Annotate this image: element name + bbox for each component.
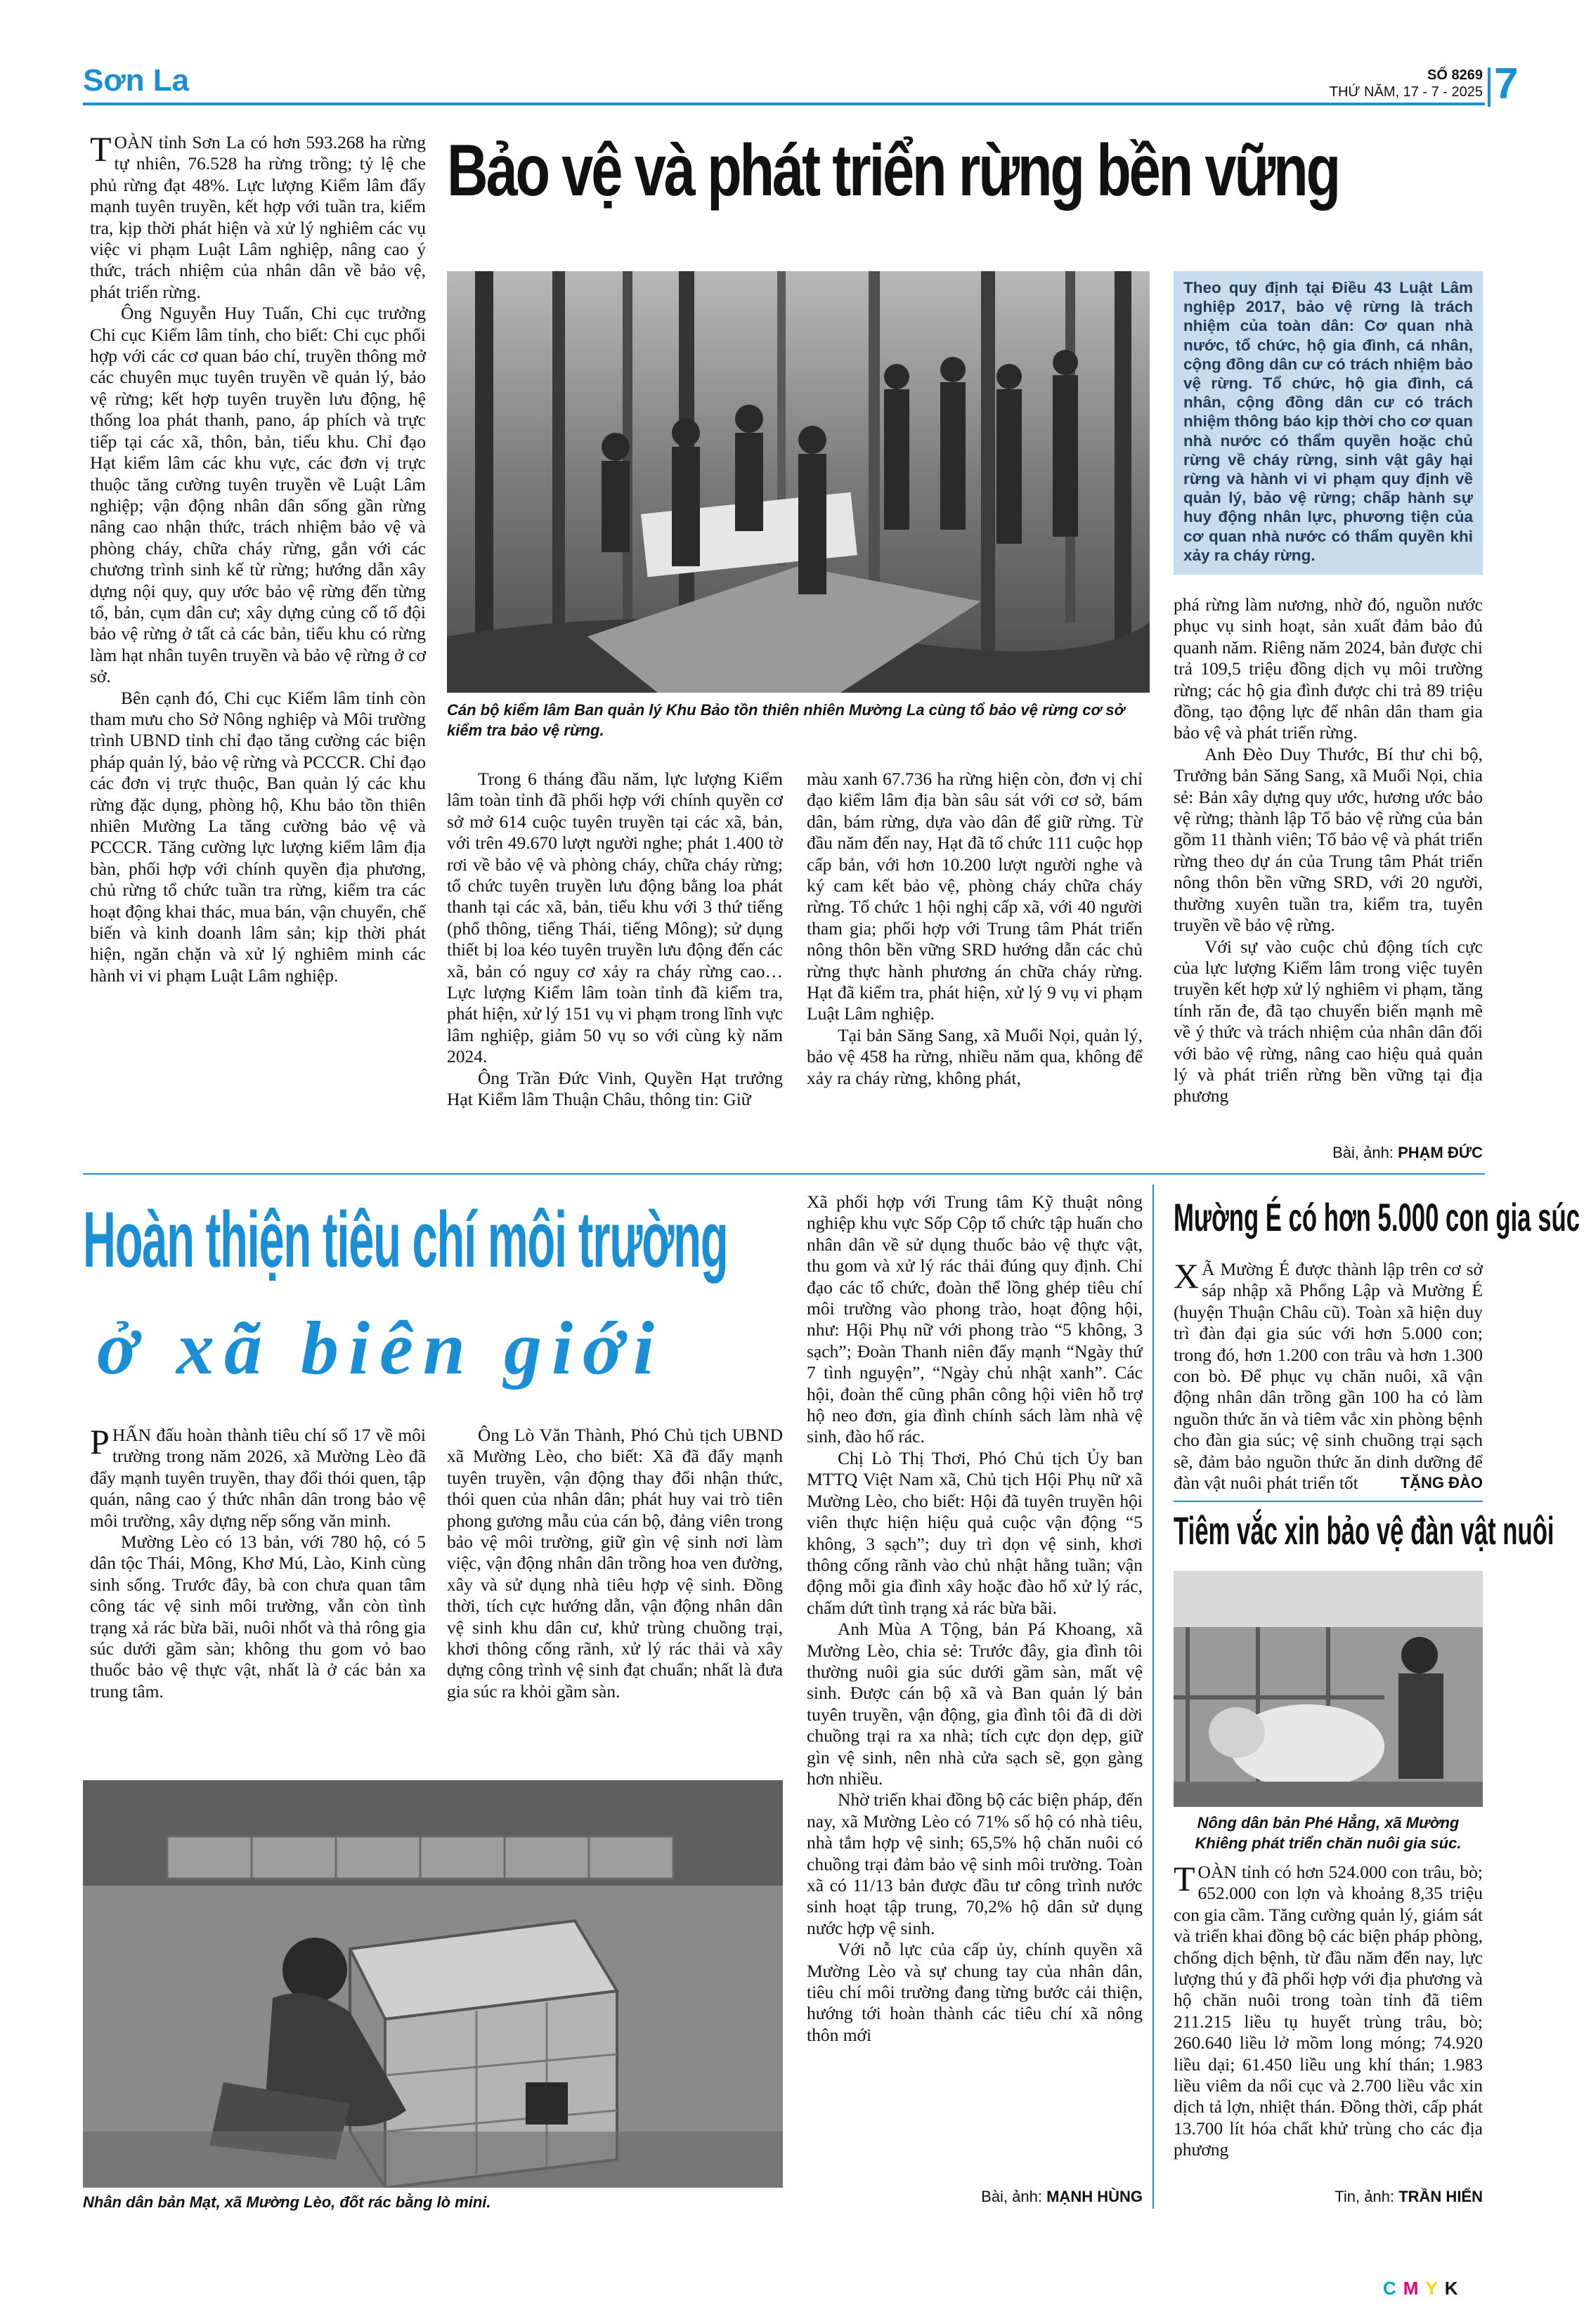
- article2-headline-line1: Hoàn thiện tiêu chí môi trường: [83, 1196, 728, 1284]
- issue-number: SỐ 8269: [1427, 67, 1483, 83]
- article2-byline: [807, 2188, 1143, 2206]
- article2-col3-p4: Nhờ triển khai đồng bộ các biện pháp, đến nay, xã Mường Lèo có 71% số hộ có nhà tiêu, nhà tắm hợp vệ sinh; 65,5% hộ chăn nuôi có chuồng trại đảm bảo vệ sinh môi trường. Toàn xã có 11/13 bản được đầu tư công trình nước sinh hoạt tập trung, 70,2% hộ dân sử dụng nước hợp vệ sinh.: [807, 1789, 1143, 1938]
- article4-photo-caption: Nông dân bản Phé Hẳng, xã Mường Khiêng phát triển chăn nuôi gia súc.: [1195, 1814, 1462, 1852]
- article1-col1-p1: OÀN tỉnh Sơn La có hơn 593.268 ha rừng tự nhiên, 76.528 ha rừng trồng; tỷ lệ che phủ rừng đạt 48%. Lực lượng Kiểm lâm đẩy mạnh tuyên truyền, kết hợp với tuần tra, kiểm tra, kịp thời phát hiện và xử lý nghiêm các vụ việc vi phạm Luật Lâm nghiệp, nâng cao ý thức, trách nhiệm của nhân dân về bảo vệ, phát triển rừng.: [90, 132, 426, 302]
- cmyk-k: K: [1444, 2278, 1465, 2299]
- article1-dropcap: T: [90, 132, 112, 169]
- article1-col1: [90, 132, 426, 1165]
- article4-headline: Tiêm vắc xin bảo vệ đàn vật nuôi: [1174, 1508, 1554, 1553]
- article4-dropcap: T: [1174, 1862, 1195, 1898]
- article4-body: OÀN tỉnh có hơn 524.000 con trâu, bò; 652.000 con lợn và khoảng 8,35 triệu con gia cầm. Tăng cường quản lý, giám sát và triển khai đồng bộ các biện pháp phòng, chống dịch bệnh, từ đầu năm đến nay, lực lượng thú y đã phối hợp với địa phương và hộ chăn nuôi trong toàn tỉnh đã tiêm 211.215 liều tụ huyết trùng trâu, bò; 260.640 liều lở mồm long móng; 74.920 liều dại; 61.450 liều ung khí thán; 1.983 liều viêm da nổi cục và 2.700 liều vắc xin dịch tả lợn, nhiệt thán. Đồng thời, cấp phát 13.700 lít hóa chất khử trùng cho các địa phương: [1174, 1862, 1483, 2160]
- article3-dropcap: X: [1174, 1259, 1200, 1295]
- article4-body-col: [1174, 1862, 1483, 2199]
- issue-date: THỨ NĂM, 17 - 7 - 2025: [1329, 84, 1483, 100]
- article1-col3: [807, 769, 1143, 1166]
- article3-byline: [1174, 1474, 1483, 1492]
- cmyk-y: Y: [1425, 2278, 1445, 2299]
- law-info-text: Theo quy định tại Điều 43 Luật Lâm nghiệp 2017, bảo vệ rừng là trách nhiệm của toàn dân: Cơ quan nhà nước, tổ chức, hộ gia đình, cá nhân, cộng đồng dân cư có trách nhiệm bảo vệ rừng. Tổ chức, hộ gia đình, cá nhân, cộng đồng dân cư có trách nhiệm thông báo kịp thời cho cơ quan nhà nước có thẩm quyền hoặc chủ rừng về cháy rừng, sinh vật gây hại rừng và hành vi vi phạm quy định về quản lý, bảo vệ rừng; chấp hành sự huy động nhân lực, phương tiện của cơ quan nhà nước có thẩm quyền khi xảy ra cháy rừng.: [1183, 279, 1473, 564]
- article4-photo: [1174, 1571, 1483, 1807]
- article3-body-col: [1174, 1259, 1483, 1498]
- article2-col3-p1: Xã phối hợp với Trung tâm Kỹ thuật nông nghiệp khu vực Sốp Cộp tổ chức tập huấn cho nhân dân về sử dụng thuốc bảo vệ thực vật, thu gom và xử lý rác thải đúng quy định. Chỉ đạo các tổ chức, đoàn thể lồng ghép tiêu chí môi trường vào phong trào, hoạt động hội, như: Hội Phụ nữ với phong trào “5 không, 3 sạch”; Đoàn Thanh niên đẩy mạnh “Ngày thứ 7 tình nguyện”, “Ngày chủ nhật xanh”. Các hội, đoàn thể cũng phân công hội viên hỗ trợ hộ neo đơn, gia đình chính sách làm nhà vệ sinh, đào hố rác.: [807, 1192, 1143, 1447]
- article2-col1-p2: Mường Lèo có 13 bản, với 780 hộ, có 5 dân tộc Thái, Mông, Khơ Mú, Lào, Kinh cùng sinh sống. Trước đây, bà con chưa quan tâm công tác vệ sinh môi trường, vẫn còn tình trạng xả rác bừa bãi, nuôi nhốt và thả rông gia súc dưới gầm sàn; không thu gom vỏ bao thuốc bảo vệ thực vật, nhất là ở các bản xa trung tâm.: [90, 1532, 426, 1702]
- article2-byline-author: MẠNH HÙNG: [1046, 2188, 1143, 2205]
- article1-col3-p1: màu xanh 67.736 ha rừng hiện còn, đơn vị chỉ đạo kiểm lâm địa bàn sâu sát với cơ sở, bám dân, bám rừng, dựa vào dân để giữ rừng. Từ đầu năm đến nay, Hạt đã tổ chức 111 cuộc họp cấp bản, với hơn 10.200 lượt người nghe và ký cam kết bảo vệ, phòng cháy chữa cháy rừng. Tổ chức 1 hội nghị cấp xã, với 40 người tham gia; phối hợp với Trung tâm Phát triển nông thôn bền vững SRD hướng dẫn các chủ rừng thực hành phương án chữa cháy rừng. Hạt đã kiểm tra, phát hiện, xử lý 9 vụ vi phạm Luật Lâm nghiệp.: [807, 769, 1143, 1024]
- article2-col1-p1: HẤN đấu hoàn thành tiêu chí số 17 về môi trường trong năm 2026, xã Mường Lèo đã đẩy mạnh tuyên truyền, thay đổi thói quen, tập quán, nâng cao ý thức nhân dân trong bảo vệ môi trường, xây dựng nếp sống văn minh.: [90, 1425, 426, 1531]
- article3-headline: Mường É có hơn 5.000 con gia súc: [1174, 1195, 1580, 1239]
- side-divider: [1174, 1501, 1483, 1502]
- livestock-photo-image: [1174, 1571, 1483, 1807]
- law-info-box: [1174, 271, 1483, 575]
- article2-col3-p3: Anh Mùa A Tộng, bản Pá Khoang, xã Mường Lèo, chia sẻ: Trước đây, gia đình tôi thường nuôi gia súc dưới gầm sàn, mất vệ sinh. Được cán bộ xã và Ban quản lý bản tuyên truyền, vận động, gia đình tôi đã di dời chuồng trại ra xa nhà; tích cực dọn dẹp, giữ gìn vệ sinh, nên nhà cửa sạch sẽ, gọn gàng hơn nhiều.: [807, 1619, 1143, 1789]
- cmyk-c: C: [1383, 2278, 1403, 2299]
- article1-byline: [1174, 1144, 1483, 1162]
- article1-col2-p2: Ông Trần Đức Vinh, Quyền Hạt trưởng Hạt Kiểm lâm Thuận Châu, thông tin: Giữ: [447, 1067, 783, 1110]
- section-title: Sơn La: [83, 63, 190, 98]
- article1-col2-p1: Trong 6 tháng đầu năm, lực lượng Kiểm lâm toàn tỉnh đã phối hợp với chính quyền cơ sở mở 614 cuộc tuyên truyền tại các xã, bản, với trên 49.670 lượt người nghe; phát 1.400 tờ rơi về bảo vệ và phòng cháy, chữa cháy rừng; tổ chức tuyên truyền lưu động bằng loa phát thanh tại các xã, bản, tiểu khu với 3 thứ tiếng (phổ thông, tiếng Thái, tiếng Mông); sử dụng thiết bị loa kéo tuyên truyền lưu động đến các xã, bản có nguy cơ xảy ra cháy rừng cao… Lực lượng Kiểm lâm toàn tỉnh đã kiểm tra, phát hiện, xử lý 151 vụ vi phạm trong lĩnh vực lâm nghiệp, giảm 50 vụ so với cùng kỳ năm 2024.: [447, 769, 783, 1067]
- page-number: 7: [1494, 60, 1519, 108]
- article2-col3-p5: Với nỗ lực của cấp ủy, chính quyền xã Mường Lèo và sự chung tay của nhân dân, tiêu chí môi trường đang từng bước cải thiện, hướng tới hoàn thành các tiêu chí xã nông thôn mới: [807, 1939, 1143, 2045]
- article4-byline-author: TRẦN HIỂN: [1398, 2188, 1483, 2205]
- article4-byline-prefix: Tin, ảnh:: [1335, 2188, 1395, 2205]
- article1-col1-p2: Ông Nguyễn Huy Tuấn, Chi cục trưởng Chi cục Kiểm lâm tỉnh, cho biết: Chi cục phối hợp với các cơ quan báo chí, truyền thông mở các chuyên mục tuyên truyền về quản lý, bảo vệ rừng; kết hợp tuyên truyền lưu động, hệ thống loa phát thanh, pano, áp phích và trực tiếp tại các xã, thôn, bản, tiểu khu. Chỉ đạo Hạt kiểm lâm các khu vực, các đơn vị trực thuộc tăng cường tuyên truyền về Luật Lâm nghiệp; vận động nhân dân sống gần rừng nâng cao nhận thức, trách nhiệm bảo vệ và phòng cháy, chữa cháy rừng, gắn với các chương trình sinh kế từ rừng; hướng dẫn xây dựng nội quy, quy ước bảo vệ rừng đến từng tổ, bản, cụm dân cư; xây dựng củng cố tổ đội bảo vệ rừng ở tất cả các bản, tiểu khu có rừng làm hạt nhân tuyên truyền và bảo vệ rừng ở cơ sở.: [90, 303, 426, 687]
- header-divider: [1488, 67, 1491, 107]
- article1-col3-p2: Tại bản Săng Sang, xã Muổi Nọi, quản lý, bảo vệ 458 ha rừng, nhiều năm qua, không để xảy ra cháy rừng, không phát,: [807, 1024, 1143, 1088]
- article2-col3-p2: Chị Lò Thị Thơi, Phó Chủ tịch Ủy ban MTTQ Việt Nam xã, Chủ tịch Hội Phụ nữ xã Mường Lèo, cho biết: Hội đã tuyên truyền hội viên thực hiện hiệu quả cuộc vận động “5 không, 3 sạch”; duy trì dọn vệ sinh, khơi thông cống rãnh vào chủ nhật hằng tuần; vận động mỗi gia đình xây hoặc đào hố xử lý rác, chấm dứt tình trạng xả rác bừa bãi.: [807, 1447, 1143, 1618]
- article2-col2-p1: Ông Lò Văn Thành, Phó Chủ tịch UBND xã Mường Lèo, cho biết: Xã đã đẩy mạnh tuyên truyền, vận động thay đổi nhận thức, thói quen của nhân dân; phát huy vai trò tiên phong gương mẫu của cán bộ, đảng viên trong bảo vệ môi trường, giữ gìn vệ sinh nơi làm việc, vận động nhân dân trồng hoa ven đường, xây và sử dụng nhà tiêu hợp vệ sinh. Đồng thời, tích cực hướng dẫn, vận động nhân dân vệ sinh khu dân cư, khử trùng chuồng trại, khơi thông cống rãnh, xử lý rác thải và xây dựng công trình vệ sinh đạt chuẩn; nhất là đưa gia súc ra khỏi gầm sàn.: [447, 1425, 783, 1702]
- article2-photo-caption: Nhân dân bản Mạt, xã Mường Lèo, đốt rác bằng lò mini.: [83, 2193, 491, 2211]
- forest-photo-image: [447, 271, 1150, 693]
- column-divider: [1152, 1184, 1154, 2209]
- article2-byline-prefix: Bài, ảnh:: [981, 2188, 1042, 2205]
- cmyk-m: M: [1403, 2278, 1426, 2299]
- article1-photo-caption: Cán bộ kiểm lâm Ban quản lý Khu Bảo tồn thiên nhiên Mường La cùng tổ bảo vệ rừng cơ sở kiểm tra bảo vệ rừng.: [447, 701, 1125, 739]
- article1-byline-author: PHẠM ĐỨC: [1398, 1144, 1483, 1161]
- trash-burning-photo-image: [83, 1780, 783, 2188]
- article2-col2: [447, 1425, 783, 1769]
- article2-col3: [807, 1192, 1143, 2188]
- article1-col2: [447, 769, 783, 1166]
- article2-headline-line2: ở xã biên giới: [97, 1307, 664, 1390]
- section-divider: [83, 1173, 1485, 1175]
- article2-photo: [83, 1780, 783, 2188]
- article1-col4: [1174, 594, 1483, 1142]
- article1-col4-p2: Anh Đèo Duy Thước, Bí thư chi bộ, Trưởng bản Săng Sang, xã Muổi Nọi, chia sẻ: Bản xây dựng quy ước, hương ước bảo vệ rừng; thành lập Tổ bảo vệ rừng của bản gồm 11 thành viên; Tổ bảo vệ và phát triển rừng theo dự án của Trung tâm Phát triển nông thôn bền vững SRD, với 20 người, thường xuyên tuần tra, kiểm tra, tuyên truyền về bảo vệ rừng.: [1174, 743, 1483, 936]
- article3-byline-author: TẶNG ĐÀO: [1400, 1474, 1483, 1491]
- article2-col1: [90, 1425, 426, 1769]
- article1-col4-p1: phá rừng làm nương, nhờ đó, nguồn nước phục vụ sinh hoạt, sản xuất đảm bảo đủ quanh năm. Riêng năm 2024, bản được chi trả 109,5 triệu đồng dịch vụ môi trường rừng; các hộ gia đình được chi trả 89 triệu đồng, tạo động lực để nhân dân tham gia bảo vệ và phát triển rừng.: [1174, 594, 1483, 743]
- article4-byline: [1174, 2188, 1483, 2206]
- article1-headline: Bảo vệ và phát triển rừng bền vững: [447, 130, 1339, 211]
- header-rule: [83, 103, 1485, 105]
- article1-byline-prefix: Bài, ảnh:: [1332, 1144, 1394, 1161]
- article1-photo: [447, 271, 1150, 693]
- article1-col1-p3: Bên cạnh đó, Chi cục Kiểm lâm tỉnh còn tham mưu cho Sở Nông nghiệp và Môi trường trình UBND tỉnh chỉ đạo tăng cường các biện pháp quản lý, bảo vệ rừng và PCCCR. Chỉ đạo các đơn vị trực thuộc, Ban quản lý các khu rừng đặc dụng, phòng hộ, Khu bảo tồn thiên nhiên Mường La tăng cường bảo vệ và PCCCR. Tăng cường lực lượng kiểm lâm địa bàn, phối hợp với chính quyền địa phương, chủ rừng tổ chức tuần tra rừng, kiểm tra các hoạt động khai thác, mua bán, vận chuyển, chế biến và kinh doanh lâm sản; kịp thời phát hiện, ngăn chặn và xử lý nghiêm minh các hành vi vi phạm Luật Lâm nghiệp.: [90, 687, 426, 986]
- article2-dropcap: P: [90, 1425, 110, 1461]
- article3-body: Ã Mường É được thành lập trên cơ sở sáp nhập xã Phổng Lập và Mường É (huyện Thuận Châu cũ). Toàn xã hiện duy trì đàn đại gia súc với hơn 5.000 con; trong đó, hơn 1.200 con trâu và hơn 1.300 con bò. Để phục vụ chăn nuôi, xã vận động nhân dân trồng gần 100 ha cỏ làm nguồn thức ăn và tiêm vắc xin phòng bệnh cho đàn gia súc; vệ sinh chuồng trại sạch sẽ, đảm bảo nguồn thức ăn dinh dưỡng để đàn vật nuôi phát triển tốt: [1174, 1259, 1483, 1494]
- article1-col4-p3: Với sự vào cuộc chủ động tích cực của lực lượng Kiểm lâm trong việc tuyên truyền kết hợp xử lý nghiêm vi phạm, tăng tính răn đe, đã tạo chuyển biến mạnh mẽ về ý thức và trách nhiệm của nhân dân đối với bảo vệ rừng, nâng cao hiệu quả quản lý và phát triển rừng bền vững tại địa phương: [1174, 936, 1483, 1106]
- cmyk-marks: [1383, 2278, 1465, 2299]
